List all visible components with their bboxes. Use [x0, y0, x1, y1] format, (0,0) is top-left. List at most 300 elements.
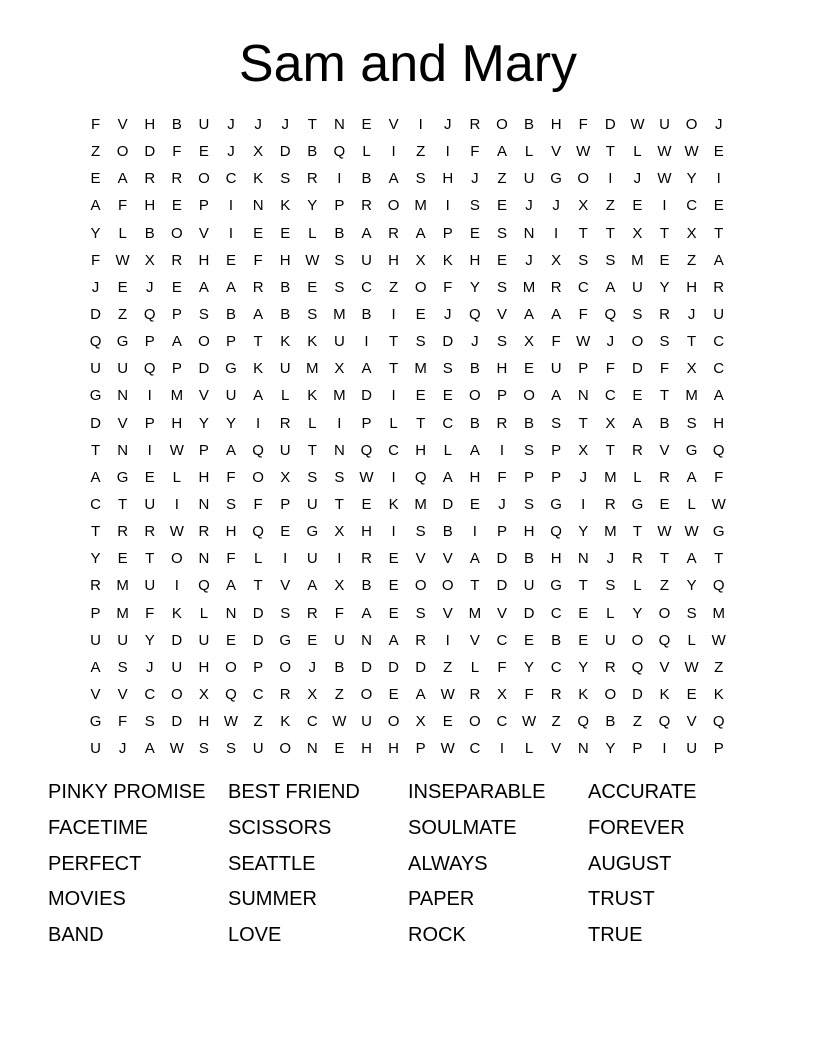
grid-letter[interactable]: I: [283, 550, 288, 568]
grid-letter[interactable]: T: [253, 577, 263, 595]
grid-letter[interactable]: D: [90, 305, 101, 323]
grid-letter[interactable]: U: [523, 170, 535, 188]
grid-letter[interactable]: Z: [334, 685, 344, 703]
grid-letter[interactable]: Q: [604, 305, 617, 323]
grid-letter[interactable]: O: [225, 658, 237, 676]
grid-letter[interactable]: A: [415, 685, 426, 703]
grid-letter[interactable]: I: [147, 387, 152, 405]
grid-letter[interactable]: S: [415, 604, 426, 622]
grid-letter[interactable]: F: [172, 143, 182, 161]
grid-letter[interactable]: Q: [658, 631, 671, 649]
grid-letter[interactable]: E: [144, 468, 155, 486]
grid-letter[interactable]: F: [253, 251, 263, 269]
grid-letter[interactable]: M: [604, 468, 617, 486]
grid-letter[interactable]: Y: [469, 278, 480, 296]
grid-letter[interactable]: D: [604, 116, 616, 133]
grid-letter[interactable]: Z: [416, 143, 426, 161]
grid-letter[interactable]: X: [605, 414, 616, 432]
grid-letter[interactable]: L: [633, 143, 642, 161]
grid-letter[interactable]: V: [198, 224, 209, 242]
grid-letter[interactable]: W: [223, 713, 239, 731]
grid-letter[interactable]: F: [497, 658, 507, 676]
grid-letter[interactable]: V: [442, 550, 453, 568]
grid-letter[interactable]: Q: [712, 713, 725, 731]
grid-letter[interactable]: F: [145, 604, 155, 622]
grid-letter[interactable]: C: [388, 441, 399, 459]
grid-letter[interactable]: A: [361, 360, 372, 378]
grid-letter[interactable]: J: [525, 197, 533, 215]
grid-letter[interactable]: Y: [90, 550, 101, 568]
grid-letter[interactable]: O: [496, 116, 508, 133]
grid-letter[interactable]: K: [578, 685, 589, 703]
grid-letter[interactable]: Y: [307, 197, 318, 215]
grid-letter[interactable]: I: [499, 441, 505, 459]
grid-letter[interactable]: F: [253, 495, 263, 513]
grid-letter[interactable]: L: [687, 495, 696, 513]
grid-letter[interactable]: H: [388, 251, 399, 269]
grid-letter[interactable]: S: [524, 495, 535, 513]
grid-letter[interactable]: Q: [658, 713, 671, 731]
grid-letter[interactable]: O: [469, 387, 481, 405]
grid-letter[interactable]: W: [630, 116, 645, 133]
grid-letter[interactable]: M: [712, 604, 725, 622]
grid-letter[interactable]: G: [550, 577, 562, 595]
grid-letter[interactable]: S: [334, 468, 345, 486]
grid-letter[interactable]: C: [469, 740, 481, 758]
grid-letter[interactable]: W: [684, 658, 699, 676]
grid-letter[interactable]: H: [361, 523, 372, 541]
grid-letter[interactable]: O: [414, 278, 427, 296]
grid-letter[interactable]: B: [361, 577, 372, 595]
grid-letter[interactable]: A: [496, 143, 507, 161]
grid-letter[interactable]: E: [226, 251, 237, 269]
grid-letter[interactable]: H: [469, 251, 481, 269]
grid-letter[interactable]: X: [578, 197, 589, 215]
grid-letter[interactable]: H: [361, 740, 372, 758]
grid-letter[interactable]: A: [226, 577, 237, 595]
grid-letter[interactable]: W: [684, 523, 699, 541]
grid-letter[interactable]: F: [470, 143, 480, 161]
grid-letter[interactable]: G: [631, 495, 644, 513]
grid-letter[interactable]: I: [608, 170, 613, 188]
grid-letter[interactable]: P: [551, 441, 562, 459]
grid-letter[interactable]: J: [552, 197, 560, 215]
grid-letter[interactable]: G: [712, 523, 725, 541]
grid-letter[interactable]: F: [118, 197, 128, 215]
grid-letter[interactable]: S: [442, 360, 453, 378]
grid-letter[interactable]: R: [604, 495, 616, 513]
grid-letter[interactable]: Y: [90, 224, 101, 242]
grid-letter[interactable]: T: [578, 224, 588, 242]
grid-letter[interactable]: T: [416, 414, 426, 432]
grid-letter[interactable]: U: [306, 495, 318, 513]
grid-letter[interactable]: M: [468, 604, 482, 622]
grid-letter[interactable]: A: [361, 604, 372, 622]
grid-letter[interactable]: R: [361, 197, 372, 215]
grid-letter[interactable]: E: [469, 224, 480, 242]
grid-letter[interactable]: U: [90, 631, 101, 649]
grid-letter[interactable]: M: [333, 387, 346, 405]
grid-letter[interactable]: A: [713, 387, 724, 405]
grid-letter[interactable]: J: [606, 333, 615, 351]
grid-letter[interactable]: V: [117, 414, 128, 432]
grid-letter[interactable]: I: [554, 224, 559, 242]
grid-letter[interactable]: R: [659, 468, 670, 486]
grid-letter[interactable]: D: [252, 631, 264, 649]
grid-letter[interactable]: M: [414, 495, 427, 513]
grid-letter[interactable]: E: [117, 278, 128, 296]
grid-letter[interactable]: J: [471, 170, 479, 188]
grid-letter[interactable]: X: [253, 143, 264, 161]
grid-letter[interactable]: I: [391, 305, 396, 323]
grid-letter[interactable]: I: [337, 550, 342, 568]
grid-letter[interactable]: R: [279, 685, 291, 703]
grid-letter[interactable]: F: [714, 468, 724, 486]
grid-letter[interactable]: Z: [714, 658, 724, 676]
grid-letter[interactable]: Y: [578, 658, 589, 676]
grid-letter[interactable]: H: [198, 658, 210, 676]
grid-letter[interactable]: B: [334, 658, 345, 676]
grid-letter[interactable]: C: [686, 197, 698, 215]
grid-letter[interactable]: I: [174, 577, 179, 595]
grid-letter[interactable]: I: [337, 170, 342, 188]
grid-letter[interactable]: E: [442, 713, 453, 731]
grid-letter[interactable]: E: [659, 495, 670, 513]
grid-letter[interactable]: X: [334, 360, 345, 378]
grid-letter[interactable]: Z: [118, 305, 128, 323]
grid-letter[interactable]: L: [633, 577, 642, 595]
grid-letter[interactable]: A: [551, 387, 562, 405]
grid-letter[interactable]: P: [334, 197, 345, 215]
grid-letter[interactable]: E: [632, 387, 643, 405]
grid-letter[interactable]: J: [444, 305, 452, 323]
grid-letter[interactable]: F: [226, 550, 236, 568]
grid-letter[interactable]: R: [713, 278, 725, 296]
grid-letter[interactable]: I: [337, 414, 342, 432]
grid-letter[interactable]: V: [198, 387, 209, 405]
grid-letter[interactable]: Q: [577, 713, 590, 731]
grid-letter[interactable]: C: [550, 604, 562, 622]
grid-letter[interactable]: E: [90, 170, 101, 188]
grid-letter[interactable]: F: [524, 685, 534, 703]
grid-letter[interactable]: W: [115, 251, 130, 269]
grid-letter[interactable]: Y: [144, 631, 155, 649]
grid-letter[interactable]: X: [334, 523, 345, 541]
grid-letter[interactable]: N: [577, 550, 589, 568]
grid-letter[interactable]: P: [144, 333, 155, 351]
grid-letter[interactable]: J: [444, 116, 452, 133]
grid-letter[interactable]: E: [686, 685, 697, 703]
grid-letter[interactable]: E: [334, 740, 345, 758]
grid-letter[interactable]: D: [415, 658, 427, 676]
grid-letter[interactable]: I: [174, 495, 179, 513]
grid-letter[interactable]: O: [387, 713, 400, 731]
grid-letter[interactable]: M: [306, 360, 319, 378]
grid-letter[interactable]: X: [280, 468, 291, 486]
grid-letter[interactable]: A: [469, 441, 480, 459]
grid-letter[interactable]: Q: [414, 468, 427, 486]
grid-letter[interactable]: R: [198, 523, 210, 541]
grid-letter[interactable]: Q: [712, 577, 725, 595]
grid-letter[interactable]: T: [632, 523, 642, 541]
grid-letter[interactable]: P: [90, 604, 101, 622]
grid-letter[interactable]: I: [445, 143, 450, 161]
grid-letter[interactable]: R: [469, 116, 481, 133]
grid-letter[interactable]: E: [713, 143, 724, 161]
grid-letter[interactable]: R: [90, 577, 101, 595]
grid-letter[interactable]: E: [253, 224, 264, 242]
grid-letter[interactable]: S: [415, 170, 426, 188]
grid-letter[interactable]: N: [523, 224, 535, 242]
grid-letter[interactable]: O: [523, 387, 535, 405]
grid-letter[interactable]: Q: [225, 685, 237, 703]
grid-letter[interactable]: E: [388, 604, 399, 622]
grid-letter[interactable]: G: [550, 170, 562, 188]
grid-letter[interactable]: G: [225, 360, 237, 378]
grid-letter[interactable]: P: [198, 441, 209, 459]
grid-letter[interactable]: I: [391, 523, 396, 541]
grid-letter[interactable]: T: [388, 333, 399, 351]
grid-letter[interactable]: I: [228, 224, 234, 242]
grid-letter[interactable]: Y: [198, 414, 209, 432]
grid-letter[interactable]: N: [577, 740, 589, 758]
grid-letter[interactable]: W: [440, 685, 455, 703]
grid-letter[interactable]: C: [713, 333, 725, 351]
grid-letter[interactable]: K: [280, 713, 291, 731]
grid-letter[interactable]: D: [252, 604, 264, 622]
grid-letter[interactable]: N: [117, 387, 129, 405]
grid-letter[interactable]: X: [415, 713, 426, 731]
grid-letter[interactable]: D: [90, 414, 101, 432]
grid-letter[interactable]: K: [388, 495, 399, 513]
grid-letter[interactable]: H: [713, 414, 725, 432]
grid-letter[interactable]: I: [391, 143, 396, 161]
grid-letter[interactable]: W: [657, 143, 672, 161]
grid-letter[interactable]: H: [550, 550, 562, 568]
grid-letter[interactable]: T: [605, 441, 615, 459]
grid-letter[interactable]: R: [171, 170, 183, 188]
grid-letter[interactable]: A: [551, 305, 562, 323]
grid-letter[interactable]: J: [227, 116, 235, 133]
grid-letter[interactable]: W: [576, 333, 591, 351]
grid-letter[interactable]: P: [442, 224, 453, 242]
grid-letter[interactable]: S: [496, 224, 507, 242]
grid-letter[interactable]: K: [307, 387, 318, 405]
grid-letter[interactable]: O: [469, 713, 481, 731]
grid-letter[interactable]: L: [308, 414, 317, 432]
grid-letter[interactable]: U: [713, 305, 725, 323]
grid-letter[interactable]: W: [711, 631, 726, 649]
grid-letter[interactable]: B: [280, 305, 291, 323]
grid-letter[interactable]: H: [198, 468, 210, 486]
grid-letter[interactable]: Y: [524, 658, 535, 676]
grid-letter[interactable]: S: [578, 251, 589, 269]
grid-letter[interactable]: I: [228, 197, 234, 215]
grid-letter[interactable]: U: [659, 116, 670, 133]
grid-letter[interactable]: G: [116, 333, 129, 351]
grid-letter[interactable]: J: [254, 116, 262, 133]
grid-letter[interactable]: B: [334, 224, 345, 242]
grid-letter[interactable]: U: [117, 631, 129, 649]
grid-letter[interactable]: W: [576, 143, 591, 161]
grid-letter[interactable]: M: [414, 197, 427, 215]
grid-letter[interactable]: L: [308, 224, 317, 242]
grid-letter[interactable]: P: [632, 740, 643, 758]
grid-letter[interactable]: H: [415, 441, 427, 459]
grid-letter[interactable]: P: [496, 387, 507, 405]
grid-letter[interactable]: S: [144, 713, 155, 731]
grid-letter[interactable]: O: [170, 550, 183, 568]
grid-letter[interactable]: T: [714, 224, 724, 242]
grid-letter[interactable]: A: [605, 278, 616, 296]
grid-letter[interactable]: H: [144, 197, 156, 215]
grid-letter[interactable]: U: [306, 550, 318, 568]
grid-letter[interactable]: C: [225, 170, 237, 188]
grid-letter[interactable]: G: [306, 523, 319, 541]
grid-letter[interactable]: J: [525, 251, 533, 269]
grid-letter[interactable]: J: [687, 305, 696, 323]
grid-letter[interactable]: B: [659, 414, 670, 432]
grid-letter[interactable]: O: [360, 685, 373, 703]
grid-letter[interactable]: N: [225, 604, 237, 622]
grid-letter[interactable]: I: [445, 197, 450, 215]
grid-letter[interactable]: P: [713, 740, 724, 758]
grid-letter[interactable]: F: [578, 116, 588, 133]
grid-letter[interactable]: H: [442, 170, 454, 188]
grid-letter[interactable]: Y: [686, 170, 697, 188]
grid-letter[interactable]: D: [198, 360, 210, 378]
grid-letter[interactable]: R: [496, 414, 508, 432]
grid-letter[interactable]: F: [605, 360, 615, 378]
grid-letter[interactable]: S: [415, 523, 426, 541]
grid-letter[interactable]: P: [144, 414, 155, 432]
grid-letter[interactable]: X: [524, 333, 535, 351]
grid-letter[interactable]: H: [198, 713, 210, 731]
grid-letter[interactable]: A: [388, 631, 399, 649]
grid-letter[interactable]: C: [604, 387, 616, 405]
grid-letter[interactable]: R: [144, 170, 156, 188]
grid-letter[interactable]: G: [279, 631, 292, 649]
grid-letter[interactable]: T: [578, 414, 588, 432]
grid-letter[interactable]: C: [577, 278, 589, 296]
grid-letter[interactable]: U: [225, 387, 237, 405]
grid-letter[interactable]: R: [550, 685, 562, 703]
grid-letter[interactable]: J: [281, 116, 289, 133]
grid-letter[interactable]: S: [496, 278, 507, 296]
grid-letter[interactable]: A: [198, 278, 209, 296]
grid-letter[interactable]: J: [579, 468, 587, 486]
grid-letter[interactable]: U: [686, 740, 698, 758]
grid-letter[interactable]: T: [659, 550, 670, 568]
grid-letter[interactable]: W: [711, 495, 726, 513]
grid-letter[interactable]: P: [171, 305, 182, 323]
grid-letter[interactable]: O: [252, 468, 264, 486]
grid-letter[interactable]: U: [361, 713, 372, 731]
grid-letter[interactable]: F: [334, 604, 344, 622]
grid-letter[interactable]: U: [90, 360, 101, 378]
grid-letter[interactable]: I: [499, 740, 505, 758]
grid-letter[interactable]: U: [144, 495, 156, 513]
grid-letter[interactable]: S: [198, 305, 209, 323]
grid-letter[interactable]: A: [253, 387, 264, 405]
grid-letter[interactable]: N: [198, 495, 210, 513]
grid-letter[interactable]: F: [659, 360, 670, 378]
grid-letter[interactable]: T: [253, 333, 263, 351]
grid-letter[interactable]: U: [198, 631, 210, 649]
grid-letter[interactable]: P: [361, 414, 372, 432]
grid-letter[interactable]: U: [144, 577, 156, 595]
grid-letter[interactable]: S: [659, 333, 670, 351]
grid-letter[interactable]: I: [256, 414, 261, 432]
grid-letter[interactable]: F: [90, 116, 101, 133]
grid-letter[interactable]: H: [496, 360, 508, 378]
grid-letter[interactable]: O: [198, 333, 210, 351]
grid-letter[interactable]: I: [472, 523, 477, 541]
grid-letter[interactable]: U: [523, 577, 535, 595]
grid-letter[interactable]: T: [334, 495, 344, 513]
grid-letter[interactable]: A: [226, 278, 237, 296]
grid-letter[interactable]: C: [90, 495, 101, 513]
grid-letter[interactable]: U: [117, 360, 129, 378]
grid-letter[interactable]: O: [604, 685, 617, 703]
grid-letter[interactable]: B: [469, 414, 480, 432]
grid-letter[interactable]: A: [144, 740, 155, 758]
grid-letter[interactable]: V: [90, 685, 101, 703]
grid-letter[interactable]: M: [522, 278, 536, 296]
grid-letter[interactable]: R: [632, 441, 643, 459]
grid-letter[interactable]: S: [334, 278, 345, 296]
grid-letter[interactable]: I: [147, 441, 152, 459]
grid-letter[interactable]: Z: [605, 197, 615, 215]
grid-letter[interactable]: U: [279, 360, 291, 378]
grid-letter[interactable]: O: [658, 604, 671, 622]
grid-letter[interactable]: N: [577, 387, 589, 405]
grid-letter[interactable]: O: [170, 685, 183, 703]
grid-letter[interactable]: A: [171, 333, 182, 351]
grid-letter[interactable]: D: [388, 658, 399, 676]
grid-letter[interactable]: K: [307, 333, 318, 351]
grid-letter[interactable]: E: [280, 224, 291, 242]
grid-letter[interactable]: V: [415, 550, 426, 568]
grid-letter[interactable]: P: [280, 495, 291, 513]
grid-letter[interactable]: J: [145, 658, 154, 676]
grid-letter[interactable]: E: [415, 305, 426, 323]
grid-letter[interactable]: O: [387, 197, 400, 215]
grid-letter[interactable]: F: [226, 468, 236, 486]
grid-letter[interactable]: B: [551, 631, 562, 649]
grid-letter[interactable]: E: [388, 550, 399, 568]
grid-letter[interactable]: Q: [550, 523, 562, 541]
grid-letter[interactable]: Y: [686, 577, 697, 595]
grid-letter[interactable]: N: [361, 631, 372, 649]
grid-letter[interactable]: S: [551, 414, 562, 432]
grid-letter[interactable]: O: [631, 333, 644, 351]
grid-letter[interactable]: C: [713, 360, 725, 378]
grid-letter[interactable]: T: [605, 224, 615, 242]
grid-letter[interactable]: U: [604, 631, 616, 649]
grid-letter[interactable]: S: [632, 305, 643, 323]
grid-letter[interactable]: A: [388, 170, 399, 188]
grid-letter[interactable]: P: [226, 333, 237, 351]
grid-letter[interactable]: G: [685, 441, 698, 459]
grid-letter[interactable]: T: [90, 441, 101, 459]
grid-letter[interactable]: K: [253, 170, 264, 188]
grid-letter[interactable]: H: [686, 278, 698, 296]
grid-letter[interactable]: E: [578, 604, 589, 622]
grid-letter[interactable]: D: [442, 333, 454, 351]
grid-letter[interactable]: I: [716, 170, 721, 188]
grid-letter[interactable]: J: [145, 278, 154, 296]
